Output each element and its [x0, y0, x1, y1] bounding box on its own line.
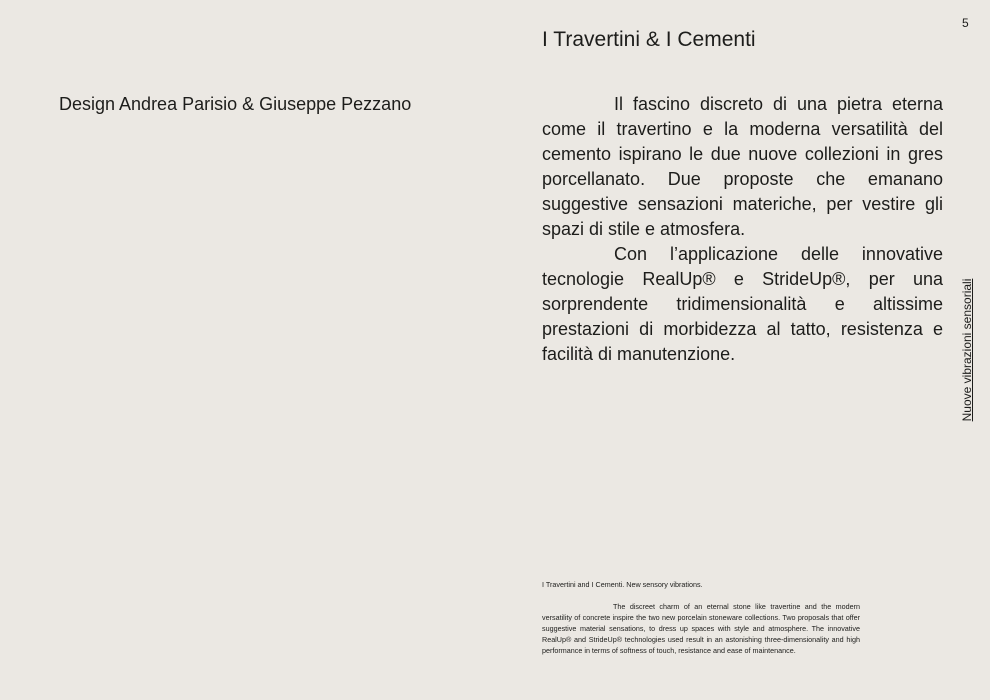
side-section-label[interactable]: Nuove vibrazioni sensoriali [960, 278, 974, 422]
english-title: I Travertini and I Cementi. New sensory vibrations. [542, 580, 703, 589]
page-title: I Travertini & I Cementi [542, 28, 756, 51]
italian-paragraph-1: Il fascino discreto di una pietra eterna come il travertino e la moderna versatilità del cemento ispirano le due nuove collezioni in gres porcellanato. Due proposte che emanano suggestive sensazioni materiche, per vestire gli spazi di stile e atmosfera. [542, 94, 943, 239]
english-paragraph: The discreet charm of an eternal stone like travertine and the modern versatility of concrete inspire the two new porcelain stoneware collections. Two proposals that offer suggestive material sensations, to dress up spaces with style and atmosphere. The innovative RealUp® and StrideUp® technologies used result in an astonishing three-dimensionality and high performance in terms of softness of touch, resistance and ease of maintenance. [542, 602, 860, 655]
english-body-text [542, 601, 860, 656]
page-number: 5 [962, 16, 969, 30]
italian-body-text [542, 92, 943, 367]
design-credit: Design Andrea Parisio & Giuseppe Pezzano [59, 94, 412, 114]
italian-paragraph-2: Con l’applicazione delle innovative tecnologie RealUp® e StrideUp®, per una sorprendente tridimensionalità e altissime prestazioni di morbidezza al tatto, resistenza e facilità di manutenzione. [542, 244, 943, 364]
